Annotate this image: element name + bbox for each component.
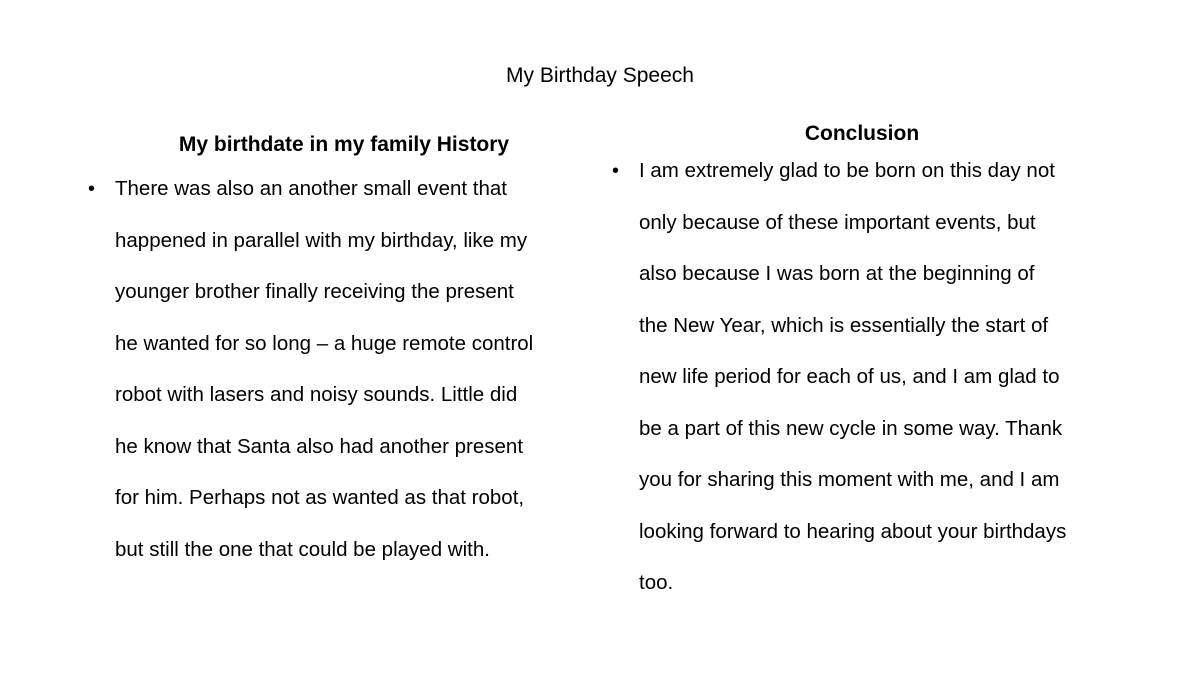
text-line: I am extremely glad to be born on this day not — [639, 159, 1055, 182]
text-line: younger brother finally receiving the present — [115, 280, 514, 303]
text-line: too. — [639, 571, 674, 594]
right-column-paragraph — [639, 145, 1139, 609]
text-line: the New Year, which is essentially the start of — [639, 313, 1049, 337]
right-column-heading: Conclusion — [804, 122, 920, 145]
text-line: new life period for each of us, and I am glad to — [639, 365, 1060, 388]
text-line: for him. Perhaps not as wanted as that robot, — [115, 486, 525, 509]
text-line: looking forward to hearing about your birthdays — [639, 519, 1067, 543]
text-line: be a part of this new cycle in some way. Thank — [639, 416, 1063, 440]
text-line: There was also an another small event that — [115, 177, 507, 200]
left-column-paragraph — [115, 163, 605, 575]
text-line: he wanted for so long – a huge remote control — [115, 331, 534, 355]
text-line: but still the one that could be played with. — [115, 537, 490, 561]
text-line: he know that Santa also had another present — [115, 434, 524, 458]
bullet-marker: • — [612, 160, 620, 182]
text-line: happened in parallel with my birthday, like my — [115, 228, 528, 252]
text-line: you for sharing this moment with me, and I am — [639, 468, 1060, 491]
text-line: robot with lasers and noisy sounds. Little did — [115, 383, 518, 406]
bullet-marker: • — [88, 178, 96, 200]
text-line: only because of these important events, but — [639, 210, 1036, 234]
text-line: also because I was born at the beginning of — [639, 262, 1035, 285]
slide-title: My Birthday Speech — [506, 64, 694, 87]
left-column-heading: My birthdate in my family History — [178, 133, 510, 156]
